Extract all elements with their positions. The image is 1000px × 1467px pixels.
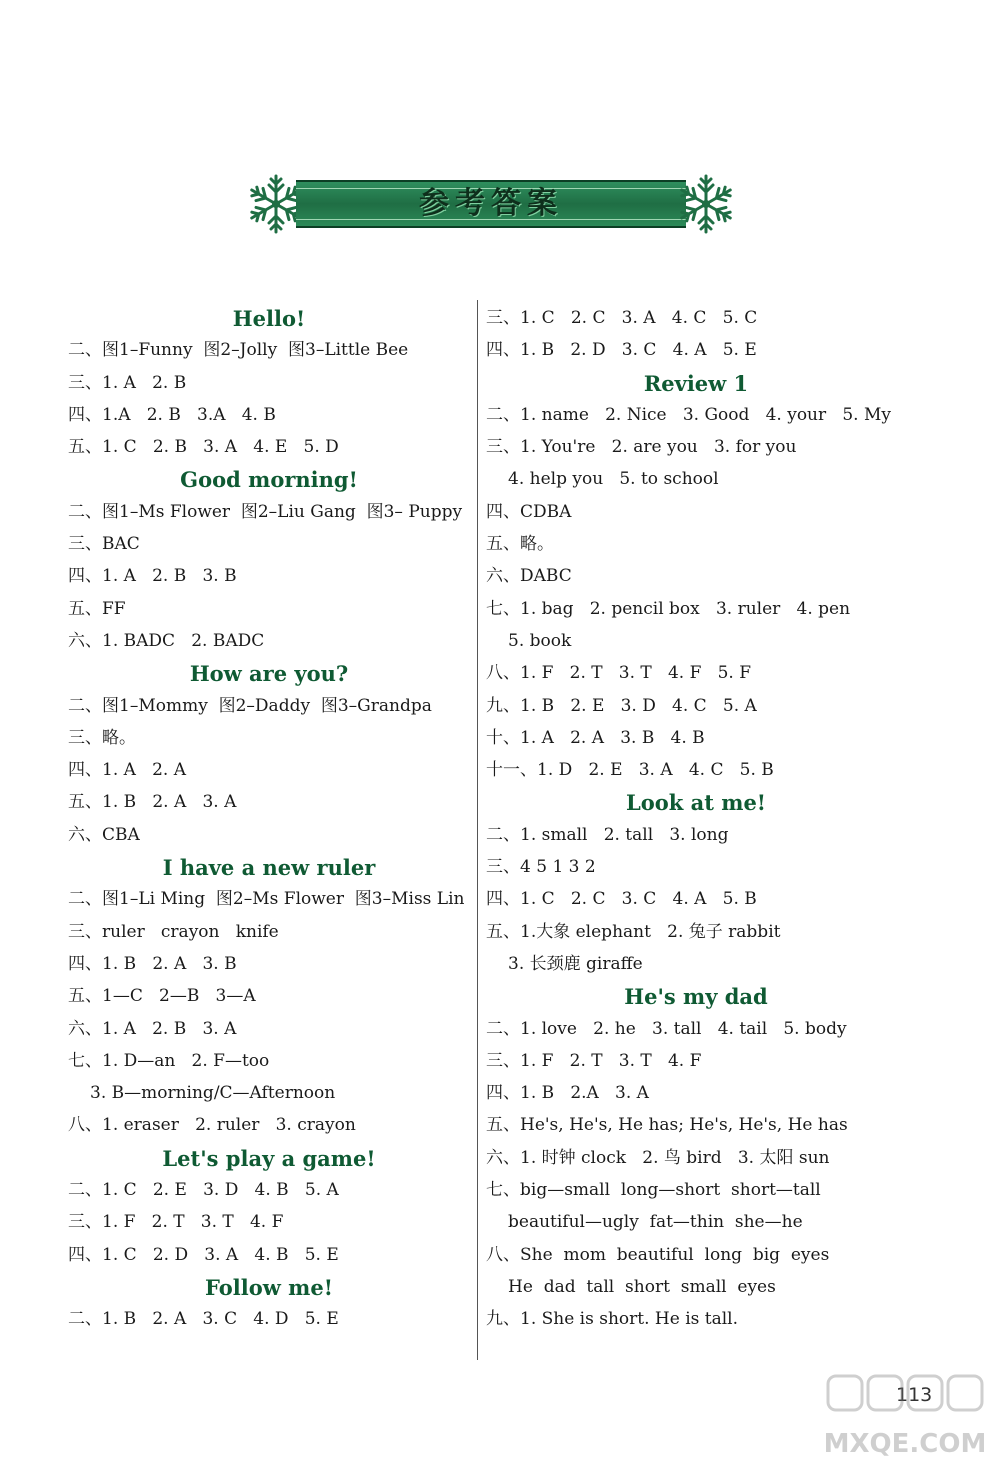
answer-line: 三、BAC — [68, 534, 140, 555]
answer-line: 五、1. C 2. B 3. A 4. E 5. D — [68, 437, 339, 458]
page-number: 113 — [896, 1384, 933, 1406]
answer-line: 六、1. BADC 2. BADC — [68, 630, 265, 651]
answer-line: 三、1. You're 2. are you 3. for you — [486, 437, 797, 458]
answer-line: 二、图1–Mommy 图2–Daddy 图3–Grandpa — [68, 695, 432, 716]
answer-line: He dad tall short small eyes — [508, 1276, 776, 1297]
section-heading: Good morning! — [180, 467, 358, 493]
answer-line: 八、She mom beautiful long big eyes — [486, 1244, 830, 1265]
answer-line: 四、1. A 2. A — [68, 760, 187, 781]
answer-line: 六、1. A 2. B 3. A — [68, 1018, 237, 1039]
answer-line: 四、1. A 2. B 3. B — [68, 566, 237, 587]
answer-line: 四、1. C 2. D 3. A 4. B 5. E — [68, 1244, 339, 1265]
answer-line: 二、1. B 2. A 3. C 4. D 5. E — [68, 1309, 339, 1330]
answer-line: 五、1.大象 elephant 2. 兔子 rabbit — [486, 921, 781, 942]
answer-line: 二、图1–Funny 图2–Jolly 图3–Little Bee — [68, 340, 409, 361]
answer-line: 九、1. She is short. He is tall. — [486, 1309, 739, 1330]
right-answer-column — [486, 302, 906, 1336]
answer-line: 5. book — [508, 630, 572, 651]
answer-line: 4. help you 5. to school — [508, 469, 719, 490]
answer-line: 四、1.A 2. B 3.A 4. B — [68, 404, 276, 425]
answer-line: 六、CBA — [68, 824, 140, 845]
answer-line: 三、1. F 2. T 3. T 4. F — [68, 1212, 284, 1233]
section-heading: He's my dad — [624, 984, 768, 1010]
answer-line: 二、图1–Li Ming 图2–Ms Flower 图3–Miss Lin — [68, 889, 465, 910]
answer-line: 四、1. B 2. D 3. C 4. A 5. E — [486, 340, 757, 361]
answer-line: 五、He's, He's, He has; He's, He's, He has — [486, 1115, 848, 1136]
answer-line: 八、1. F 2. T 3. T 4. F 5. F — [486, 663, 752, 684]
answer-line: 八、1. eraser 2. ruler 3. crayon — [68, 1115, 356, 1136]
answer-banner — [244, 168, 738, 240]
answer-line: 十一、1. D 2. E 3. A 4. C 5. B — [486, 760, 774, 781]
answer-line: 三、略。 — [68, 727, 136, 748]
snowflake-right-icon — [674, 170, 738, 238]
answer-line: 二、图1–Ms Flower 图2–Liu Gang 图3– Puppy — [68, 501, 463, 522]
answer-line: 三、1. A 2. B — [68, 372, 187, 393]
answer-line: 四、1. B 2. A 3. B — [68, 953, 237, 974]
answer-line: 十、1. A 2. A 3. B 4. B — [486, 727, 705, 748]
answer-line: 3. B—morning/C—Afternoon — [90, 1083, 336, 1104]
section-heading: I have a new ruler — [162, 855, 376, 881]
answer-line: 四、CDBA — [486, 501, 572, 522]
watermark-logo — [820, 1372, 990, 1462]
answer-line: 四、1. C 2. C 3. C 4. A 5. B — [486, 889, 757, 910]
left-answer-column — [68, 302, 470, 1336]
answer-line: 六、1. 时钟 clock 2. 鸟 bird 3. 太阳 sun — [486, 1147, 830, 1168]
answer-line: 3. 长颈鹿 giraffe — [508, 953, 643, 974]
answer-line: 五、1. B 2. A 3. A — [68, 792, 237, 813]
answer-line: 三、4 5 1 3 2 — [486, 857, 596, 878]
answer-line: 二、1. love 2. he 3. tall 4. tail 5. body — [486, 1018, 847, 1039]
answer-line: 三、1. F 2. T 3. T 4. F — [486, 1050, 702, 1071]
section-heading: Follow me! — [205, 1274, 333, 1300]
answer-line: 七、1. bag 2. pencil box 3. ruler 4. pen — [486, 598, 851, 619]
page-title: 参考答案 — [419, 186, 563, 221]
section-heading: Review 1 — [643, 370, 749, 396]
column-divider — [477, 300, 478, 1360]
answer-line: 六、DABC — [486, 566, 572, 587]
answer-line: 五、1—C 2—B 3—A — [68, 986, 256, 1007]
answer-line: 三、1. C 2. C 3. A 4. C 5. C — [486, 308, 758, 328]
answer-line: 二、1. name 2. Nice 3. Good 4. your 5. My — [486, 404, 891, 425]
answer-line: 四、1. B 2.A 3. A — [486, 1083, 649, 1104]
answer-line: 二、1. C 2. E 3. D 4. B 5. A — [68, 1180, 339, 1201]
answer-line: 五、略。 — [486, 534, 554, 555]
answer-line: 九、1. B 2. E 3. D 4. C 5. A — [486, 695, 757, 716]
answer-line: 七、big—small long—short short—tall — [486, 1180, 821, 1201]
answer-line: beautiful—ugly fat—thin she—he — [508, 1212, 803, 1233]
answer-line: 七、1. D—an 2. F—too — [68, 1050, 270, 1071]
section-heading: Hello! — [232, 306, 306, 331]
watermark-text: MXQE.COM — [823, 1429, 987, 1459]
answer-line: 五、FF — [68, 598, 126, 619]
section-heading: How are you? — [189, 661, 349, 687]
section-heading: Let's play a game! — [162, 1145, 376, 1171]
answer-line: 三、ruler crayon knife — [68, 921, 279, 942]
section-heading: Look at me! — [625, 790, 767, 816]
answer-line: 二、1. small 2. tall 3. long — [486, 824, 729, 845]
